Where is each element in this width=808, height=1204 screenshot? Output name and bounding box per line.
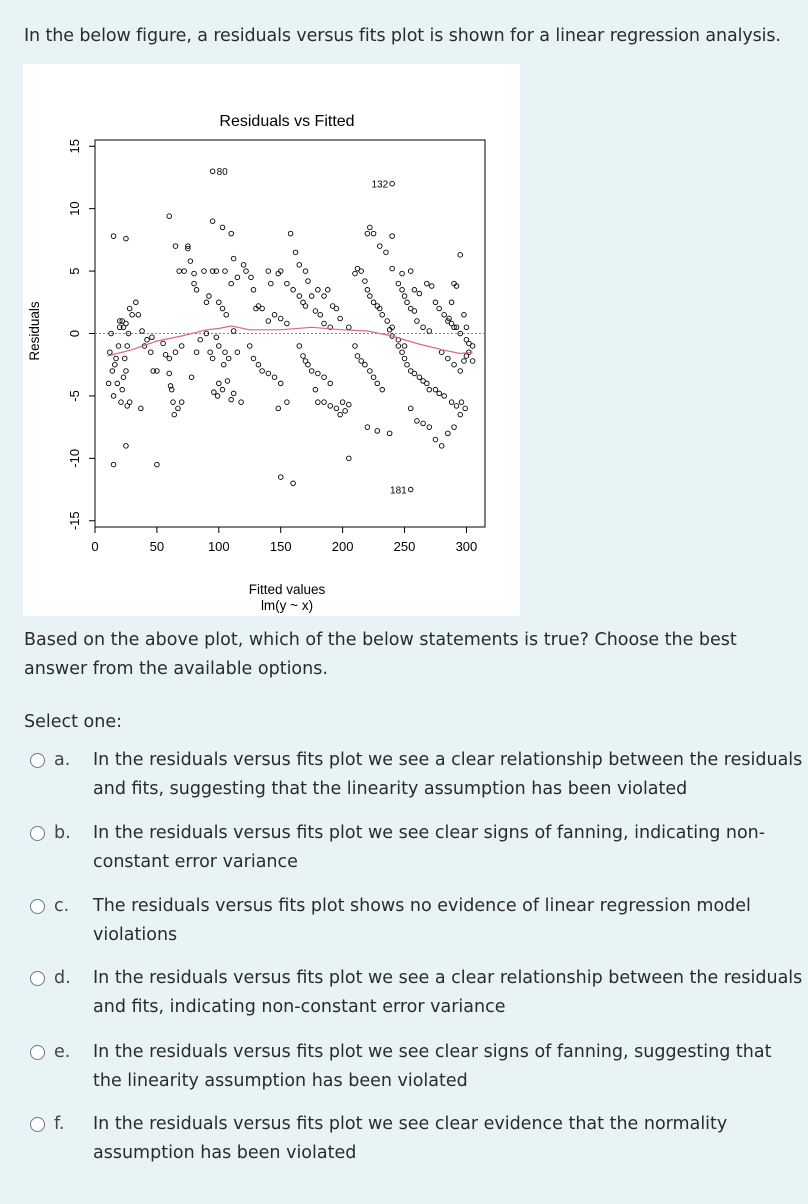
- data-point: [427, 387, 432, 392]
- option-text: In the residuals versus fits plot we see clear signs of fanning, indicating non-constant error variance: [93, 823, 766, 872]
- data-point: [173, 350, 178, 355]
- data-point: [119, 400, 124, 405]
- data-point: [470, 344, 475, 349]
- data-point: [385, 319, 390, 324]
- data-point: [301, 354, 306, 359]
- data-point: [458, 412, 463, 417]
- data-point: [231, 329, 236, 334]
- data-point: [120, 387, 125, 392]
- x-axis-sublabel: lm(y ~ x): [260, 598, 314, 613]
- data-point: [272, 312, 277, 317]
- data-point: [251, 356, 256, 361]
- data-point: [365, 288, 370, 293]
- data-point: [167, 371, 172, 376]
- data-point: [212, 390, 217, 395]
- data-point: [316, 371, 321, 376]
- data-point: [427, 425, 432, 430]
- chart-title: Residuals vs Fitted: [219, 113, 355, 130]
- data-point: [390, 266, 395, 271]
- data-point: [260, 369, 265, 374]
- data-point: [278, 475, 283, 480]
- data-point: [421, 325, 426, 330]
- data-point: [412, 371, 417, 376]
- data-point: [322, 375, 327, 380]
- data-point: [343, 409, 348, 414]
- radio-option-b[interactable]: [30, 826, 45, 841]
- data-point: [171, 400, 176, 405]
- data-point: [217, 300, 222, 305]
- data-point: [235, 275, 240, 280]
- data-point: [220, 387, 225, 392]
- data-point: [363, 362, 368, 367]
- data-point: [347, 456, 352, 461]
- data-point: [229, 281, 234, 286]
- y-axis-label: Residuals: [27, 301, 42, 361]
- data-point: [400, 288, 405, 293]
- data-point: [291, 481, 296, 486]
- residuals-vs-fitted-chart: [23, 64, 520, 616]
- intro-text: In the below figure, a residuals versus fits plot is shown for a linear regression analysis.: [24, 26, 781, 46]
- data-point: [192, 271, 197, 276]
- data-point: [221, 362, 226, 367]
- data-point: [106, 381, 111, 386]
- y-tick-label: 15: [67, 139, 82, 154]
- data-point: [278, 381, 283, 386]
- data-point: [322, 400, 327, 405]
- data-point: [458, 369, 463, 374]
- data-point: [458, 253, 463, 258]
- data-point: [322, 294, 327, 299]
- data-point: [134, 300, 139, 305]
- data-point: [375, 381, 380, 386]
- x-tick-label: 150: [269, 539, 292, 554]
- data-point: [148, 350, 153, 355]
- option-text: In the residuals versus fits plot we see a clear relationship between the residuals and fits, indicating non-constant error variance: [93, 968, 803, 1017]
- data-point: [316, 400, 321, 405]
- option-c[interactable]: [30, 892, 808, 950]
- data-point: [182, 269, 187, 274]
- data-point: [124, 236, 129, 241]
- option-letter: f.: [54, 1114, 65, 1134]
- data-point: [459, 400, 464, 405]
- data-point: [365, 425, 370, 430]
- data-point: [125, 344, 130, 349]
- data-point: [400, 271, 405, 276]
- data-point: [239, 400, 244, 405]
- data-point: [387, 431, 392, 436]
- data-point: [115, 381, 120, 386]
- data-point: [266, 319, 271, 324]
- data-point: [306, 279, 311, 284]
- data-point: [194, 288, 199, 293]
- data-point: [306, 362, 311, 367]
- option-f[interactable]: [30, 1110, 808, 1168]
- data-point: [224, 312, 229, 317]
- option-letter: c.: [54, 896, 70, 916]
- y-tick-label: -5: [67, 390, 82, 402]
- data-point: [108, 350, 113, 355]
- data-point: [439, 444, 444, 449]
- data-point: [210, 356, 215, 361]
- data-point: [462, 312, 467, 317]
- data-point: [176, 406, 181, 411]
- data-point: [285, 281, 290, 286]
- data-point: [402, 344, 407, 349]
- data-point: [127, 306, 132, 311]
- data-point: [338, 316, 343, 321]
- data-point: [470, 359, 475, 364]
- data-point: [266, 371, 271, 376]
- y-tick-label: 10: [67, 201, 82, 216]
- data-point: [125, 404, 130, 409]
- data-point: [231, 256, 236, 261]
- data-point: [210, 219, 215, 224]
- data-point: [396, 344, 401, 349]
- outlier-point: [408, 487, 413, 492]
- radio-option-c[interactable]: [30, 899, 45, 914]
- data-point: [226, 356, 231, 361]
- data-point: [334, 406, 339, 411]
- data-point: [202, 269, 207, 274]
- data-point: [363, 279, 368, 284]
- data-point: [139, 406, 144, 411]
- data-point: [371, 231, 376, 236]
- option-letter: d.: [54, 968, 71, 988]
- data-point: [189, 375, 194, 380]
- data-point: [155, 462, 160, 467]
- residuals-plot-figure: [23, 64, 520, 616]
- data-point: [217, 344, 222, 349]
- data-point: [150, 335, 155, 340]
- data-point: [313, 309, 318, 314]
- option-text: The residuals versus fits plot shows no evidence of linear regression model violations: [93, 896, 751, 945]
- data-point: [214, 335, 219, 340]
- data-point: [173, 244, 178, 249]
- data-point: [313, 387, 318, 392]
- radio-option-a[interactable]: [30, 753, 45, 768]
- data-point: [167, 356, 172, 361]
- outlier-point: [210, 169, 215, 174]
- data-point: [359, 269, 364, 274]
- data-point: [375, 429, 380, 434]
- data-point: [297, 344, 302, 349]
- data-point: [368, 369, 373, 374]
- radio-option-f[interactable]: [30, 1117, 45, 1132]
- y-tick-label: 0: [67, 329, 82, 338]
- data-point: [114, 356, 119, 361]
- option-b[interactable]: [30, 819, 808, 877]
- data-point: [291, 288, 296, 293]
- data-point: [415, 419, 420, 424]
- data-point: [433, 387, 438, 392]
- data-point: [188, 259, 193, 264]
- data-point: [425, 281, 430, 286]
- data-point: [377, 244, 382, 249]
- data-point: [347, 402, 352, 407]
- data-point: [309, 294, 314, 299]
- data-point: [421, 421, 426, 426]
- data-point: [223, 350, 228, 355]
- data-point: [110, 369, 115, 374]
- data-point: [464, 325, 469, 330]
- option-d[interactable]: [30, 964, 808, 1022]
- data-point: [462, 359, 467, 364]
- data-point: [417, 291, 422, 296]
- data-point: [231, 391, 236, 396]
- data-point: [340, 400, 345, 405]
- x-axis-label: Fitted values: [248, 582, 326, 597]
- data-point: [220, 306, 225, 311]
- data-point: [256, 362, 261, 367]
- data-point: [297, 263, 302, 268]
- x-tick-label: 250: [393, 539, 416, 554]
- outlier-label: 181: [390, 485, 407, 497]
- data-point: [452, 425, 457, 430]
- data-point: [266, 269, 271, 274]
- option-letter: a.: [54, 750, 71, 770]
- data-point: [338, 412, 343, 417]
- data-point: [433, 300, 438, 305]
- option-e[interactable]: [30, 1038, 808, 1096]
- data-point: [433, 437, 438, 442]
- data-point: [309, 369, 314, 374]
- data-point: [285, 400, 290, 405]
- data-point: [303, 269, 308, 274]
- data-point: [285, 321, 290, 326]
- data-point: [172, 412, 177, 417]
- data-point: [111, 234, 116, 239]
- data-point: [452, 362, 457, 367]
- radio-option-d[interactable]: [30, 971, 45, 986]
- data-point: [229, 397, 234, 402]
- data-point: [215, 394, 220, 399]
- data-point: [207, 294, 212, 299]
- data-point: [437, 306, 442, 311]
- x-tick-label: 50: [149, 539, 165, 554]
- data-point: [124, 444, 129, 449]
- y-tick-label: -15: [67, 511, 82, 531]
- data-point: [235, 350, 240, 355]
- data-point: [325, 288, 330, 293]
- data-point: [179, 400, 184, 405]
- data-point: [177, 269, 182, 274]
- data-point: [442, 394, 447, 399]
- plot-frame: [95, 140, 485, 527]
- option-text: In the residuals versus fits plot we see a clear relationship between the residuals and fits, suggesting that the linearity assumption has been violated: [93, 750, 803, 799]
- data-point: [116, 344, 121, 349]
- data-point: [297, 294, 302, 299]
- data-point: [111, 462, 116, 467]
- data-point: [140, 329, 145, 334]
- outlier-label: 80: [216, 167, 228, 179]
- data-point: [121, 375, 126, 380]
- data-point: [223, 269, 228, 274]
- data-point: [454, 404, 459, 409]
- data-point: [161, 341, 166, 346]
- data-point: [192, 281, 197, 286]
- outlier-point: [390, 181, 395, 186]
- data-point: [303, 304, 308, 309]
- data-point: [316, 288, 321, 293]
- option-letter: b.: [54, 823, 71, 843]
- data-point: [293, 250, 298, 255]
- data-point: [365, 231, 370, 236]
- data-point: [111, 394, 116, 399]
- data-point: [446, 356, 451, 361]
- y-tick-label: -10: [67, 448, 82, 468]
- data-point: [225, 379, 230, 384]
- data-point: [288, 231, 293, 236]
- data-point: [145, 337, 150, 342]
- data-point: [163, 352, 168, 357]
- data-point: [408, 406, 413, 411]
- data-point: [463, 406, 468, 411]
- option-a[interactable]: [30, 746, 808, 804]
- data-point: [328, 404, 333, 409]
- data-point: [371, 375, 376, 380]
- data-point: [220, 225, 225, 230]
- option-text: In the residuals versus fits plot we see clear signs of fanning, suggesting that the linearity assumption has been violated: [93, 1042, 772, 1091]
- data-point: [113, 362, 118, 367]
- radio-option-e[interactable]: [30, 1045, 45, 1060]
- data-point: [208, 350, 213, 355]
- data-point: [449, 400, 454, 405]
- data-point: [429, 284, 434, 289]
- data-point: [408, 269, 413, 274]
- data-point: [122, 356, 127, 361]
- data-point: [400, 350, 405, 355]
- data-point: [124, 369, 129, 374]
- data-point: [417, 375, 422, 380]
- select-one-label: Select one:: [24, 712, 123, 732]
- data-point: [446, 431, 451, 436]
- x-tick-label: 200: [331, 539, 354, 554]
- data-point: [217, 381, 222, 386]
- y-tick-label: 5: [67, 267, 82, 275]
- data-point: [244, 269, 249, 274]
- data-point: [384, 250, 389, 255]
- data-point: [449, 300, 454, 305]
- option-letter: e.: [54, 1042, 71, 1062]
- data-point: [278, 316, 283, 321]
- question-text: Based on the above plot, which of the below statements is true? Choose the best answer from the available options.: [24, 630, 737, 679]
- data-point: [380, 387, 385, 392]
- data-point: [415, 319, 420, 324]
- data-point: [353, 271, 358, 276]
- data-point: [249, 275, 254, 280]
- data-point: [136, 312, 141, 317]
- data-point: [353, 344, 358, 349]
- data-point: [425, 381, 430, 386]
- data-point: [390, 234, 395, 239]
- data-point: [318, 312, 323, 317]
- data-point: [124, 321, 129, 326]
- data-point: [359, 359, 364, 364]
- data-point: [347, 325, 352, 330]
- data-point: [269, 281, 274, 286]
- data-point: [442, 312, 447, 317]
- data-point: [204, 300, 209, 305]
- x-tick-label: 100: [207, 539, 230, 554]
- data-point: [368, 294, 373, 299]
- x-tick-label: 0: [91, 539, 99, 554]
- data-point: [402, 356, 407, 361]
- data-point: [402, 294, 407, 299]
- data-point: [355, 354, 360, 359]
- data-point: [247, 344, 252, 349]
- data-point: [437, 391, 442, 396]
- data-point: [405, 300, 410, 305]
- data-point: [427, 329, 432, 334]
- data-point: [328, 381, 333, 386]
- data-point: [260, 306, 265, 311]
- data-point: [322, 321, 327, 326]
- data-point: [198, 337, 203, 342]
- data-point: [272, 375, 277, 380]
- data-point: [368, 225, 373, 230]
- data-point: [229, 231, 234, 236]
- data-point: [130, 312, 135, 317]
- data-point: [405, 362, 410, 367]
- data-point: [371, 300, 376, 305]
- data-point: [194, 350, 199, 355]
- data-point: [380, 312, 385, 317]
- data-point: [276, 406, 281, 411]
- option-text: In the residuals versus fits plot we see clear evidence that the normality assumption has been violated: [93, 1114, 728, 1163]
- data-point: [412, 288, 417, 293]
- data-point: [396, 281, 401, 286]
- data-point: [251, 288, 256, 293]
- data-point: [334, 306, 339, 311]
- data-point: [241, 263, 246, 268]
- outlier-label: 132: [371, 179, 389, 191]
- data-point: [167, 214, 172, 219]
- data-point: [412, 309, 417, 314]
- x-tick-label: 300: [455, 539, 478, 554]
- data-point: [179, 344, 184, 349]
